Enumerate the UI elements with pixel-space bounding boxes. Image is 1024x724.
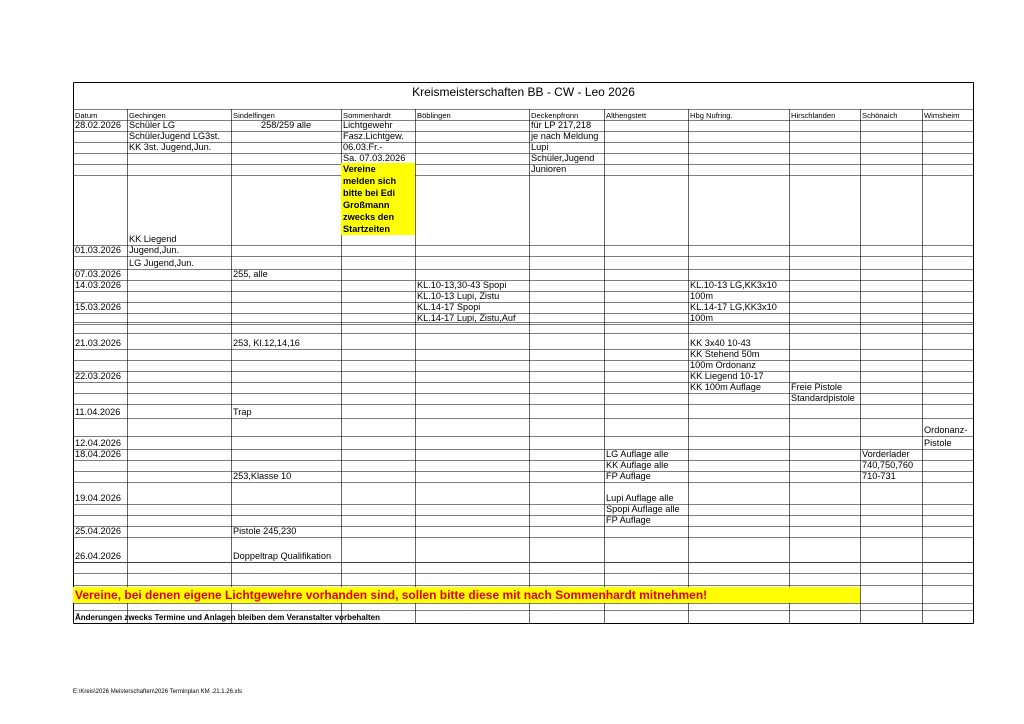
sheet-title: Kreismeisterschaften BB - CW - Leo 2026: [412, 85, 635, 99]
table-cell: 253,Klasse 10: [233, 471, 292, 481]
date-cell: 11.04.2026: [75, 407, 121, 417]
date-cell: 01.03.2026: [75, 245, 121, 255]
column-header: Datum: [75, 111, 98, 120]
table-cell: 258/259 alle: [261, 120, 312, 130]
table-cell: FP Auflage: [606, 471, 651, 481]
file-path-footer: E:\Kreis\2026 Meisterschaften\2026 Terminplan KM .21.1.26.xls: [73, 689, 242, 695]
column-header: Hirschlanden: [791, 111, 836, 120]
date-cell: 14.03.2026: [75, 280, 121, 290]
column-header: Hbg Nufring.: [690, 111, 733, 120]
table-cell: Doppeltrap Qualifikation: [233, 551, 332, 561]
table-cell: Lupi Auflage alle: [606, 493, 674, 503]
table-cell: 255, alle: [233, 269, 268, 279]
date-cell: 28.02.2026: [75, 120, 121, 130]
table-cell: Schüler LG: [129, 120, 175, 130]
table-cell: Junioren: [531, 164, 567, 174]
table-cell: Ordonanz-: [924, 425, 968, 435]
table-cell: 100m Ordonanz: [690, 360, 756, 370]
table-cell: KL.10-13 LG,KK3x10: [690, 280, 777, 290]
table-cell: Vorderlader: [862, 449, 910, 459]
table-cell: SchülerJugend LG3st.: [129, 131, 220, 141]
registration-note: Vereine melden sich bitte bei Edi Großmann zwecks den Startzeiten: [341, 163, 415, 235]
table-cell: KK 3x40 10-43: [690, 338, 751, 348]
table-cell: KL.10-13,30-43 Spopi: [417, 280, 507, 290]
table-cell: KK 100m Auflage: [690, 382, 761, 392]
changes-footnote: Änderungen zwecks Termine und Anlagen bleiben dem Veranstalter vorbehalten: [75, 613, 380, 622]
table-cell: Pistole 245,230: [233, 526, 297, 536]
table-cell: 710-731: [862, 471, 896, 481]
table-cell: Lupi: [531, 142, 549, 152]
table-cell: Lichtgewehr: [343, 120, 393, 130]
table-cell: 06.03.Fr.-: [343, 142, 383, 152]
table-cell: Fasz.Lichtgew.: [343, 131, 404, 141]
column-header: Wimsheim: [924, 111, 960, 120]
column-header: Sommenhardt: [343, 111, 391, 120]
lichtgewehr-banner: Vereine, bei denen eigene Lichtgewehre vorhanden sind, sollen bitte diese mit nach Sommenhardt mitnehmen!: [73, 587, 860, 603]
table-cell: KK 3st. Jugend,Jun.: [129, 142, 212, 152]
table-cell: KK Stehend 50m: [690, 349, 760, 359]
date-cell: 18.04.2026: [75, 449, 121, 459]
table-cell: Trap: [233, 407, 252, 417]
table-cell: 100m: [690, 291, 713, 301]
date-cell: 12.04.2026: [75, 438, 121, 448]
spreadsheet-sheet: [73, 82, 974, 624]
table-cell: Spopi Auflage alle: [606, 504, 680, 514]
column-header: Sindelfingen: [233, 111, 275, 120]
table-cell: Standardpistole: [791, 393, 855, 403]
table-cell: je nach Meldung: [531, 131, 599, 141]
table-cell: KK Liegend 10-17: [690, 371, 764, 381]
table-cell: KL.14-17 Spopi: [417, 302, 481, 312]
table-cell: Schüler,Jugend: [531, 153, 595, 163]
table-cell: Jugend,Jun.: [129, 245, 180, 255]
table-cell: Sa. 07.03.2026: [343, 153, 406, 163]
column-header: Böblingen: [417, 111, 451, 120]
table-cell: KL.10-13 Lupi, Zistu: [417, 291, 500, 301]
table-cell: 253, Kl.12,14,16: [233, 338, 300, 348]
column-header: Schönaich: [862, 111, 898, 120]
column-header: Althengstett: [606, 111, 647, 120]
table-cell: 740,750,760: [862, 460, 914, 470]
date-cell: 26.04.2026: [75, 551, 121, 561]
date-cell: 19.04.2026: [75, 493, 121, 503]
table-cell: KK Auflage alle: [606, 460, 669, 470]
table-cell: Pistole: [924, 438, 952, 448]
table-cell: FP Auflage: [606, 515, 651, 525]
table-cell: LG Auflage alle: [606, 449, 669, 459]
date-cell: 07.03.2026: [75, 269, 121, 279]
table-cell: Freie Pistole: [791, 382, 843, 392]
date-cell: 22.03.2026: [75, 371, 121, 381]
date-cell: 21.03.2026: [75, 338, 121, 348]
table-cell: KL.14-17 LG,KK3x10: [690, 302, 777, 312]
table-grid: [73, 82, 974, 624]
table-cell: 100m: [690, 313, 713, 323]
column-header: Gechingen: [129, 111, 166, 120]
table-cell: LG Jugend,Jun.: [129, 258, 194, 268]
column-header: Deckenpfronn: [531, 111, 579, 120]
table-cell: KK Liegend: [129, 234, 177, 244]
date-cell: 25.04.2026: [75, 526, 121, 536]
date-cell: 15.03.2026: [75, 302, 121, 312]
table-cell: für LP 217,218: [531, 120, 592, 130]
table-cell: KL.14-17 Lupi, Zistu,Auf: [417, 313, 516, 323]
